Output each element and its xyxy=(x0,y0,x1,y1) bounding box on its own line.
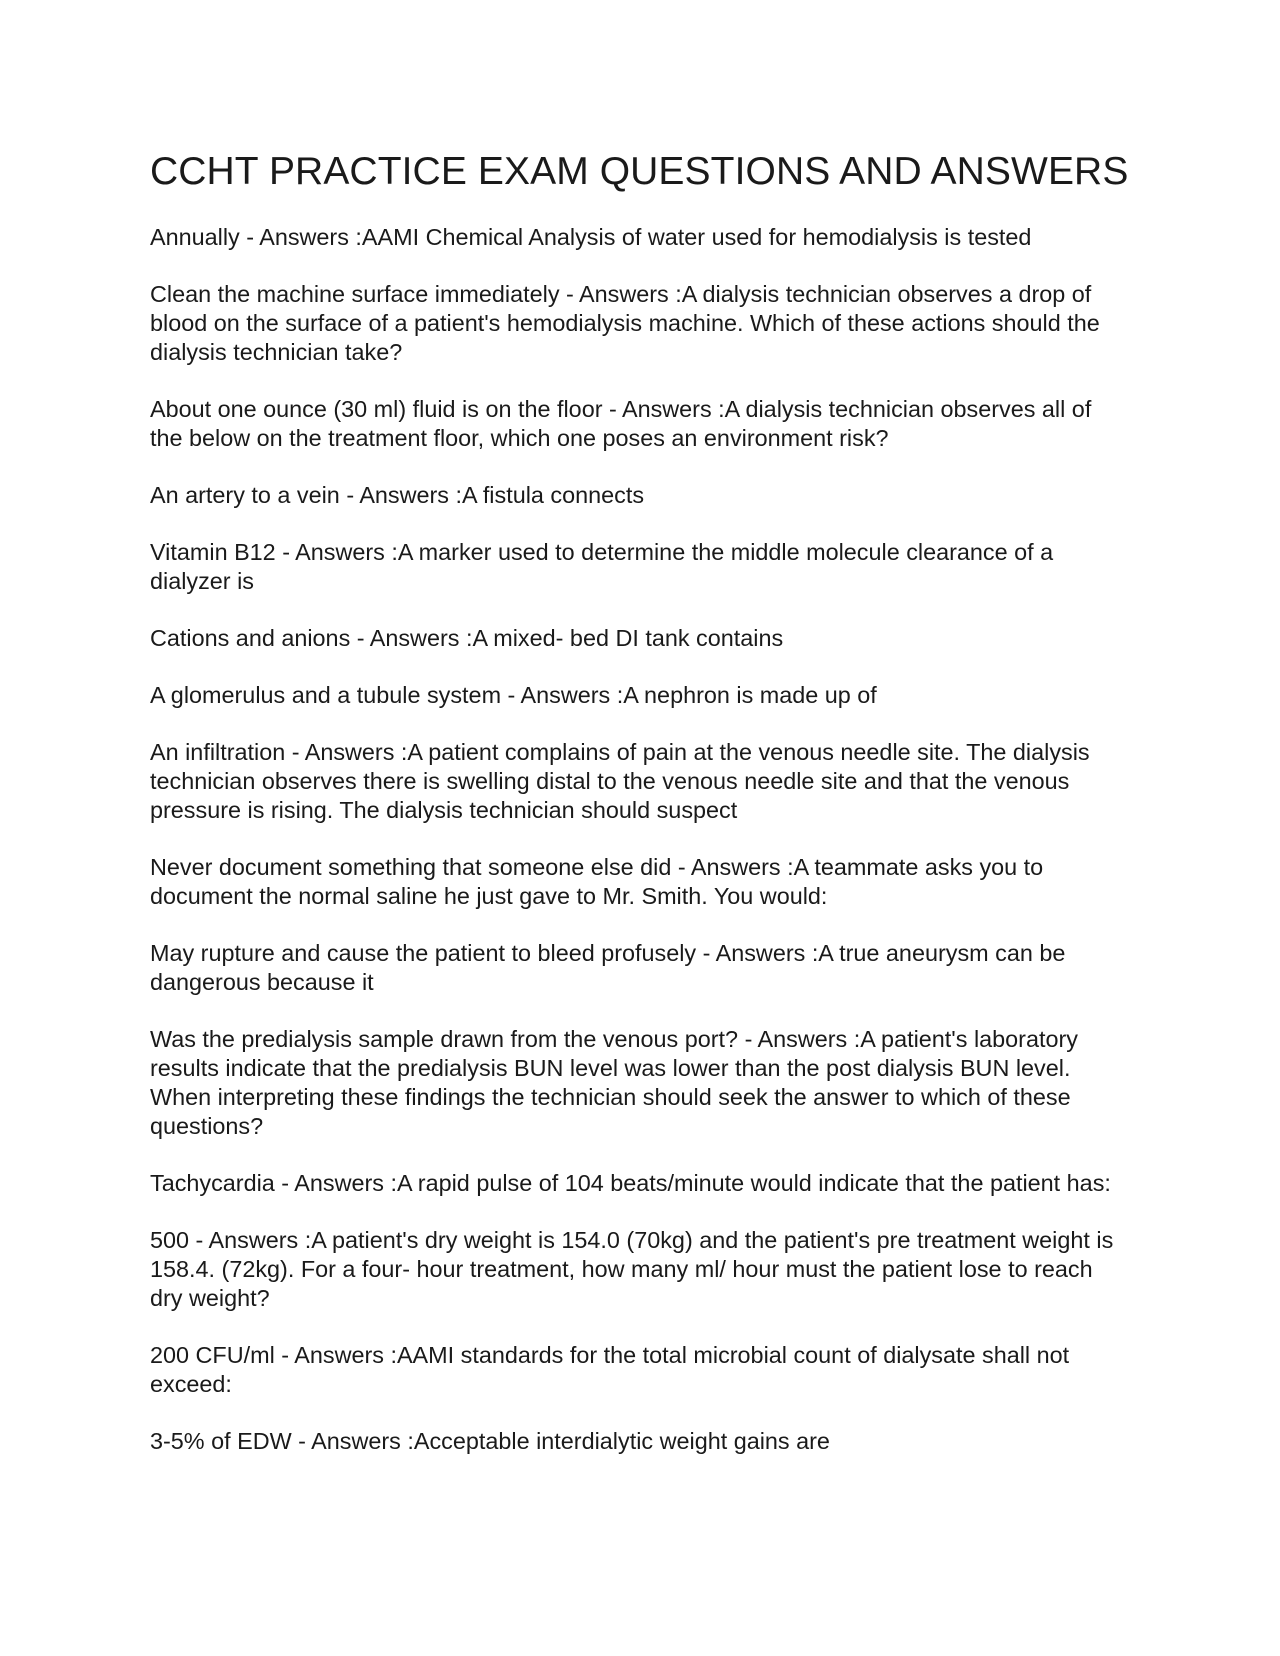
qa-item: Cations and anions - Answers :A mixed- bed DI tank contains xyxy=(150,625,784,651)
qa-item: 3-5% of EDW - Answers :Acceptable interdialytic weight gains are xyxy=(150,1428,830,1454)
qa-item: Never document something that someone else did - Answers :A teammate asks you to document the normal saline he just gave to Mr. Smith. You would: xyxy=(150,854,1044,909)
qa-item: May rupture and cause the patient to bleed profusely - Answers :A true aneurysm can be dangerous because it xyxy=(150,940,1066,995)
qa-item: About one ounce (30 ml) fluid is on the floor - Answers :A dialysis technician observes all of the below on the treatment floor, which one poses an environment risk? xyxy=(150,396,1092,451)
qa-item: Clean the machine surface immediately - Answers :A dialysis technician observes a drop of blood on the surface of a patient's hemodialysis machine. Which of these actions should the dialysis technician take? xyxy=(150,281,1100,365)
qa-item: A glomerulus and a tubule system - Answers :A nephron is made up of xyxy=(150,682,877,708)
qa-item: Was the predialysis sample drawn from the venous port? - Answers :A patient's laboratory results indicate that the predialysis BUN level was lower than the post dialysis BUN level. When interpreting these findings the technician should seek the answer to which of these questions? xyxy=(150,1026,1078,1139)
qa-list xyxy=(150,223,1130,1456)
qa-item: Tachycardia - Answers :A rapid pulse of 104 beats/minute would indicate that the patient has: xyxy=(150,1170,1111,1196)
document-page xyxy=(150,148,1130,1484)
page-title: CCHT PRACTICE EXAM QUESTIONS AND ANSWERS xyxy=(150,150,1129,193)
qa-item: An infiltration - Answers :A patient complains of pain at the venous needle site. The dialysis technician observes there is swelling distal to the venous needle site and that the venous pressure is rising. The dialysis technician should suspect xyxy=(150,739,1090,823)
qa-item: An artery to a vein - Answers :A fistula connects xyxy=(150,482,645,508)
qa-item: 500 - Answers :A patient's dry weight is 154.0 (70kg) and the patient's pre treatment weight is 158.4. (72kg). For a four- hour treatment, how many ml/ hour must the patient lose to reach dry weight? xyxy=(150,1227,1114,1311)
qa-item: Annually - Answers :AAMI Chemical Analysis of water used for hemodialysis is tested xyxy=(150,224,1032,250)
qa-item: Vitamin B12 - Answers :A marker used to determine the middle molecule clearance of a dialyzer is xyxy=(150,539,1054,594)
qa-item: 200 CFU/ml - Answers :AAMI standards for the total microbial count of dialysate shall not exceed: xyxy=(150,1342,1070,1397)
